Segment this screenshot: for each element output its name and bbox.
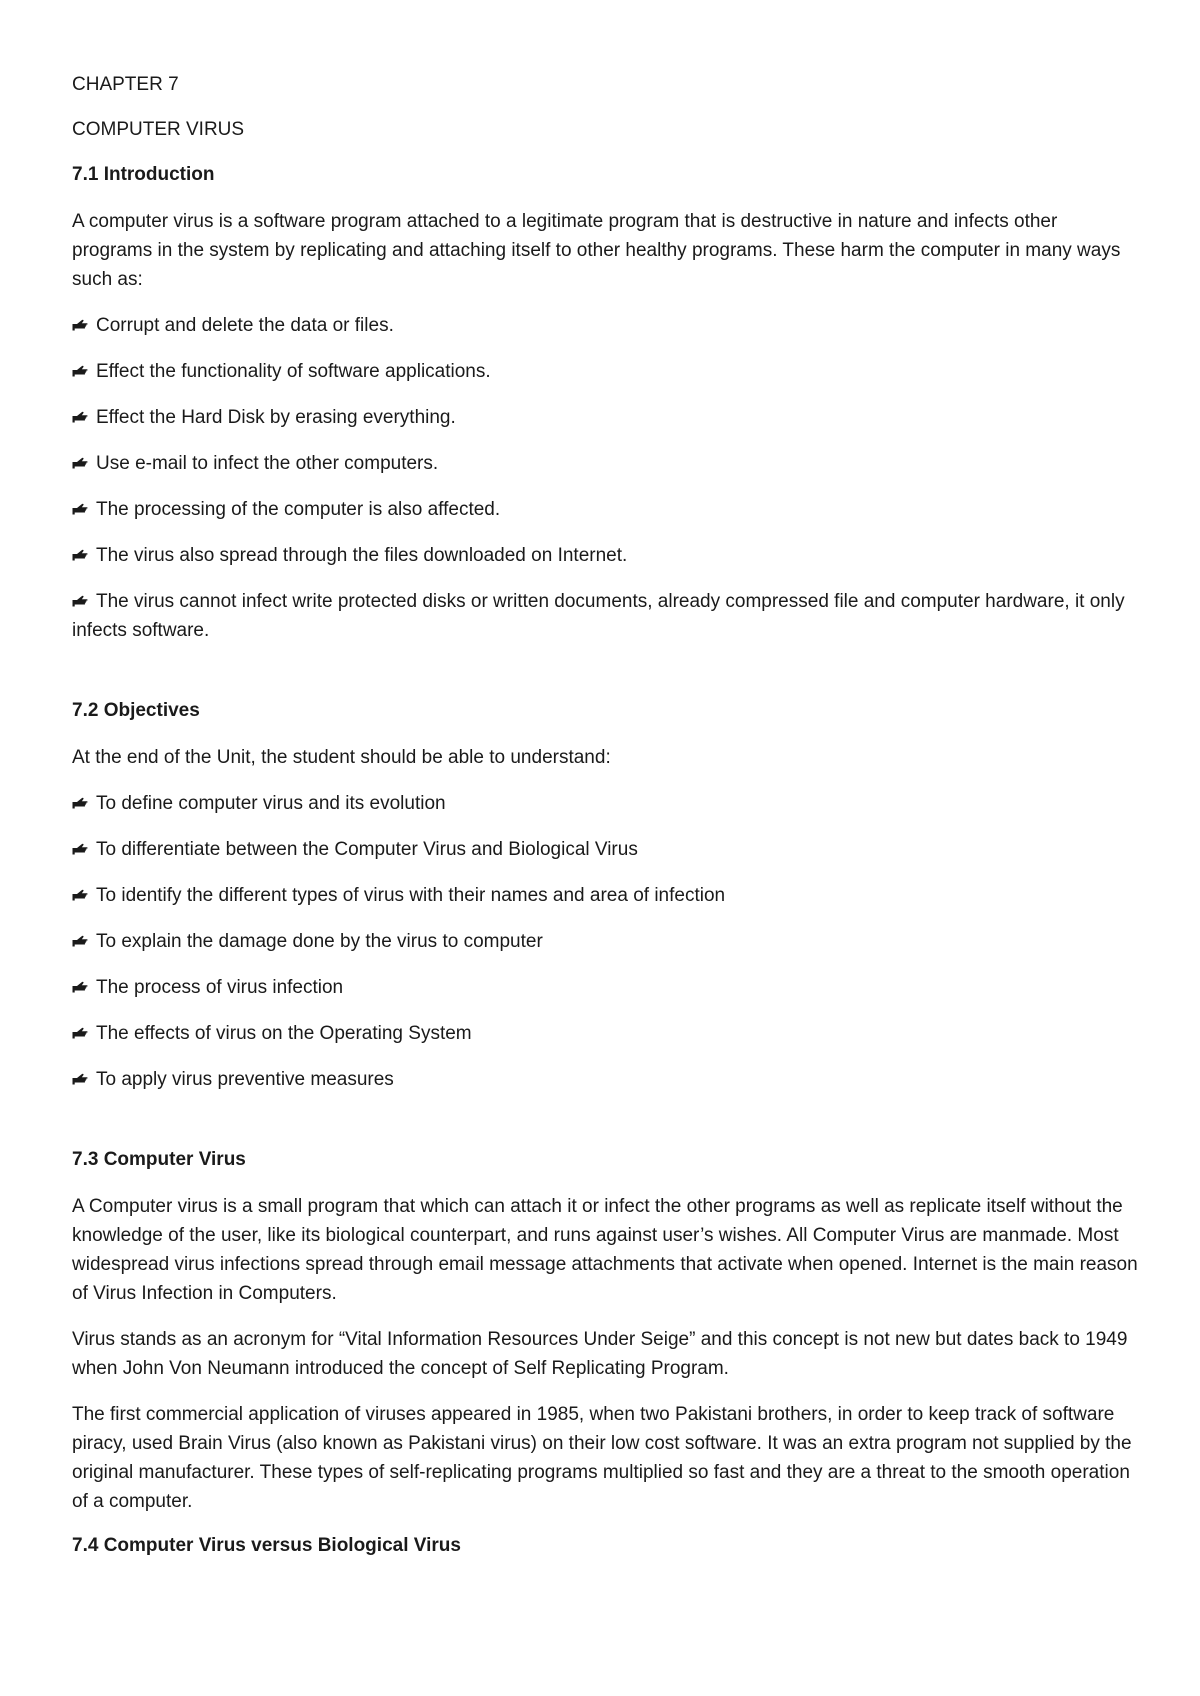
pointing-hand-bullet-icon: [72, 1027, 88, 1040]
list-item: Effect the Hard Disk by erasing everything.: [72, 403, 1140, 432]
harm-list: [72, 311, 1140, 645]
chapter-title: COMPUTER VIRUS: [72, 119, 245, 140]
computer-virus-paragraph-1: A Computer virus is a small program that which can attach it or infect the other programs as well as replicate itself without the knowledge of the user, like its biological counterpart, and runs against user’s wishes. All Computer Virus are manmade. Most widespread virus infections spread through email message attachments that activate when opened. Internet is the main reason of Virus Infection in Computers.: [72, 1196, 1138, 1304]
list-item: The virus cannot infect write protected disks or written documents, already compressed file and computer hardware, it only infects software.: [72, 591, 1125, 641]
pointing-hand-bullet-icon: [72, 411, 88, 424]
pointing-hand-bullet-icon: [72, 457, 88, 470]
pointing-hand-bullet-icon: [72, 981, 88, 994]
pointing-hand-bullet-icon: [72, 889, 88, 902]
objectives-paragraph: At the end of the Unit, the student should be able to understand:: [72, 747, 611, 768]
section-heading-introduction: 7.1 Introduction: [72, 164, 215, 185]
list-item: The processing of the computer is also affected.: [72, 495, 1140, 524]
section-heading-virus-comparison: 7.4 Computer Virus versus Biological Virus: [72, 1535, 461, 1556]
objectives-list: [72, 789, 1140, 1094]
pointing-hand-bullet-icon: [72, 595, 88, 608]
computer-virus-paragraph-2: Virus stands as an acronym for “Vital Information Resources Under Seige” and this concept is not new but dates back to 1949 when John Von Neumann introduced the concept of Self Replicating Program.: [72, 1329, 1128, 1379]
computer-virus-paragraph-3: The first commercial application of viruses appeared in 1985, when two Pakistani brothers, in order to keep track of software piracy, used Brain Virus (also known as Pakistani virus) on their low cost software. It was an extra program not supplied by the original manufacturer. These types of self-replicating programs multiplied so fast and they are a threat to the smooth operation of a computer.: [72, 1404, 1132, 1512]
list-item: Effect the functionality of software applications.: [72, 357, 1140, 386]
list-item: The effects of virus on the Operating System: [72, 1019, 1140, 1048]
pointing-hand-bullet-icon: [72, 365, 88, 378]
list-item: To apply virus preventive measures: [72, 1065, 1140, 1094]
list-item: To differentiate between the Computer Virus and Biological Virus: [72, 835, 1140, 864]
list-item: To define computer virus and its evolution: [72, 789, 1140, 818]
pointing-hand-bullet-icon: [72, 319, 88, 332]
pointing-hand-bullet-icon: [72, 843, 88, 856]
introduction-paragraph: A computer virus is a software program attached to a legitimate program that is destructive in nature and infects other programs in the system by replicating and attaching itself to other healthy programs. These harm the computer in many ways such as:: [72, 211, 1121, 290]
pointing-hand-bullet-icon: [72, 503, 88, 516]
pointing-hand-bullet-icon: [72, 935, 88, 948]
pointing-hand-bullet-icon: [72, 797, 88, 810]
section-heading-computer-virus: 7.3 Computer Virus: [72, 1149, 246, 1170]
pointing-hand-bullet-icon: [72, 1073, 88, 1086]
list-item: The process of virus infection: [72, 973, 1140, 1002]
chapter-number: CHAPTER 7: [72, 74, 179, 95]
pointing-hand-bullet-icon: [72, 549, 88, 562]
list-item: To explain the damage done by the virus to computer: [72, 927, 1140, 956]
list-item: Use e-mail to infect the other computers.: [72, 449, 1140, 478]
list-item: Corrupt and delete the data or files.: [72, 311, 1140, 340]
list-item: The virus also spread through the files downloaded on Internet.: [72, 541, 1140, 570]
section-heading-objectives: 7.2 Objectives: [72, 700, 200, 721]
list-item: To identify the different types of virus with their names and area of infection: [72, 881, 1140, 910]
